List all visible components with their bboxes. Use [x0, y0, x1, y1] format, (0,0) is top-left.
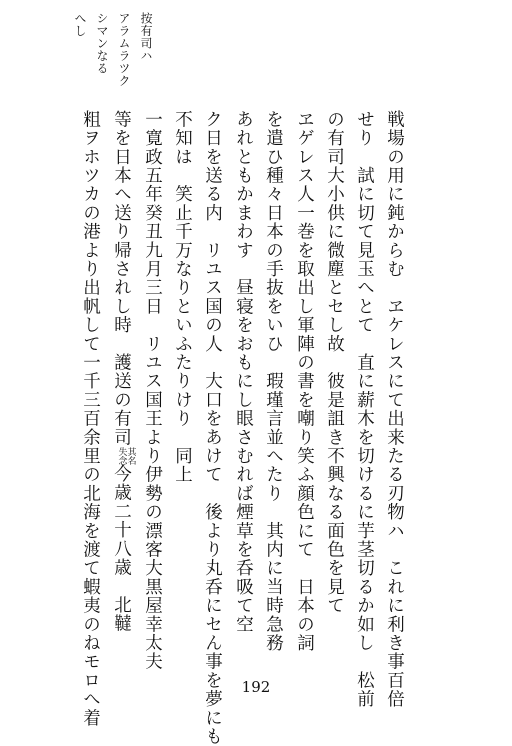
margin-note-line: へし	[73, 12, 87, 37]
text-segment: 歳 北韃	[111, 558, 132, 633]
text-line: ク日を送る内 リユス国の人 大口をあけて 後より丸呑にセん事を夢にも	[202, 110, 223, 746]
text-segment: 等を日本へ送り帰されし時 護送の有司	[111, 110, 132, 447]
margin-note-line: アラムラツク	[117, 12, 131, 87]
text-line: の有司大小供に微塵とセし故 彼是詛き不興なる面色を見て	[324, 110, 345, 615]
text-line: 不知は 笑止千万なりといふたりけり 同上	[172, 110, 193, 484]
page-number: 192	[241, 678, 271, 696]
text-line: 一寛政五年癸丑九月三日 リユス国王より伊勢の漂客大黒屋幸太夫	[142, 110, 163, 671]
inline-note-line: 其名	[125, 446, 136, 465]
margin-note-line: 按有司ハ	[139, 12, 153, 62]
text-line: 粗ヲホツカの港より出帆して一千三百余里の北海を渡て蝦夷のねモロへ着	[80, 110, 101, 728]
inline-note	[117, 447, 135, 465]
text-line: 戦場の用に鈍からむ ヱケレスにて出来たる刃物ハ これに利き事百倍	[384, 110, 405, 709]
text-segment: 今歳二十八	[111, 464, 132, 559]
text-line-with-note	[112, 110, 135, 633]
text-line: あれともかまわす 昼寝をおもにし眼さむれば煙草を呑吸て空	[233, 110, 254, 634]
margin-note-line: シマンなる	[95, 12, 109, 75]
inline-note-line: 失念	[116, 446, 127, 465]
text-line: を遣ひ種々日本の手抜をいひ 瑕瑾言並へたり 其内に当時急務	[263, 110, 284, 653]
text-line: せり 試に切て見玉へとて 直に薪木を切けるに芋茎切るか如し 松前	[354, 110, 375, 709]
text-line: ヱゲレス人一巻を取出し軍陣の書を嘲り笑ふ顔色にて 日本の詞	[294, 110, 315, 653]
